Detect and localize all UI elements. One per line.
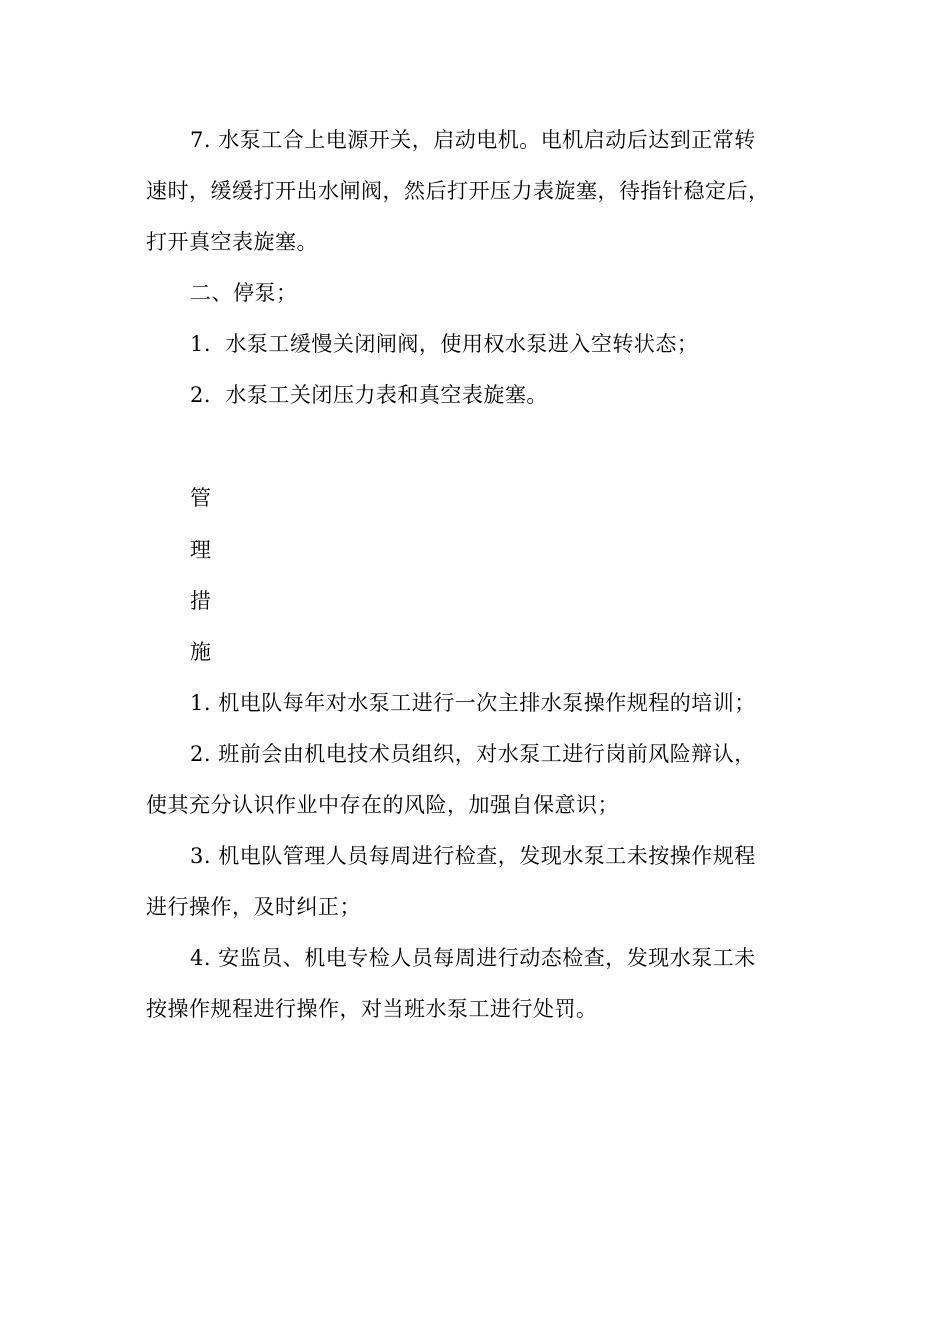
stop-item-1: 1．水泵工缓慢关闭闸阀，使用权水泵进入空转状态； — [190, 332, 699, 356]
management-item1-line1: 1. 机电队每年对水泵工进行一次主排水泵操作规程的培训； — [190, 691, 756, 715]
management-item2-line1: 2. 班前会由机电技术员组织，对水泵工进行岗前风险辩认， — [190, 742, 756, 766]
management-heading-char-4: 施 — [190, 640, 212, 664]
item7-line3: 打开真空表旋塞。 — [146, 230, 318, 254]
management-heading-char-1: 管 — [190, 486, 212, 510]
management-item4-line2: 按操作规程进行操作，对当班水泵工进行处罚。 — [146, 997, 598, 1021]
management-item3-line1: 3. 机电队管理人员每周进行检查，发现水泵工未按操作规程 — [190, 844, 756, 868]
management-item4-line1: 4. 安监员、机电专检人员每周进行动态检查，发现水泵工未 — [190, 946, 756, 970]
item7-line2: 速时，缓缓打开出水闸阀，然后打开压力表旋塞，待指针稳定后， — [146, 179, 770, 203]
stop-item-2: 2．水泵工关闭压力表和真空表旋塞。 — [190, 383, 548, 407]
management-item2-line2: 使其充分认识作业中存在的风险，加强自保意识； — [146, 793, 619, 817]
stop-section-heading: 二、停泵； — [190, 281, 298, 305]
management-heading-char-2: 理 — [190, 538, 212, 562]
item7-line1: 7. 水泵工合上电源开关，启动电机。电机启动后达到正常转 — [190, 128, 756, 152]
management-item3-line2: 进行操作，及时纠正； — [146, 895, 361, 919]
management-heading-char-3: 措 — [190, 589, 212, 613]
